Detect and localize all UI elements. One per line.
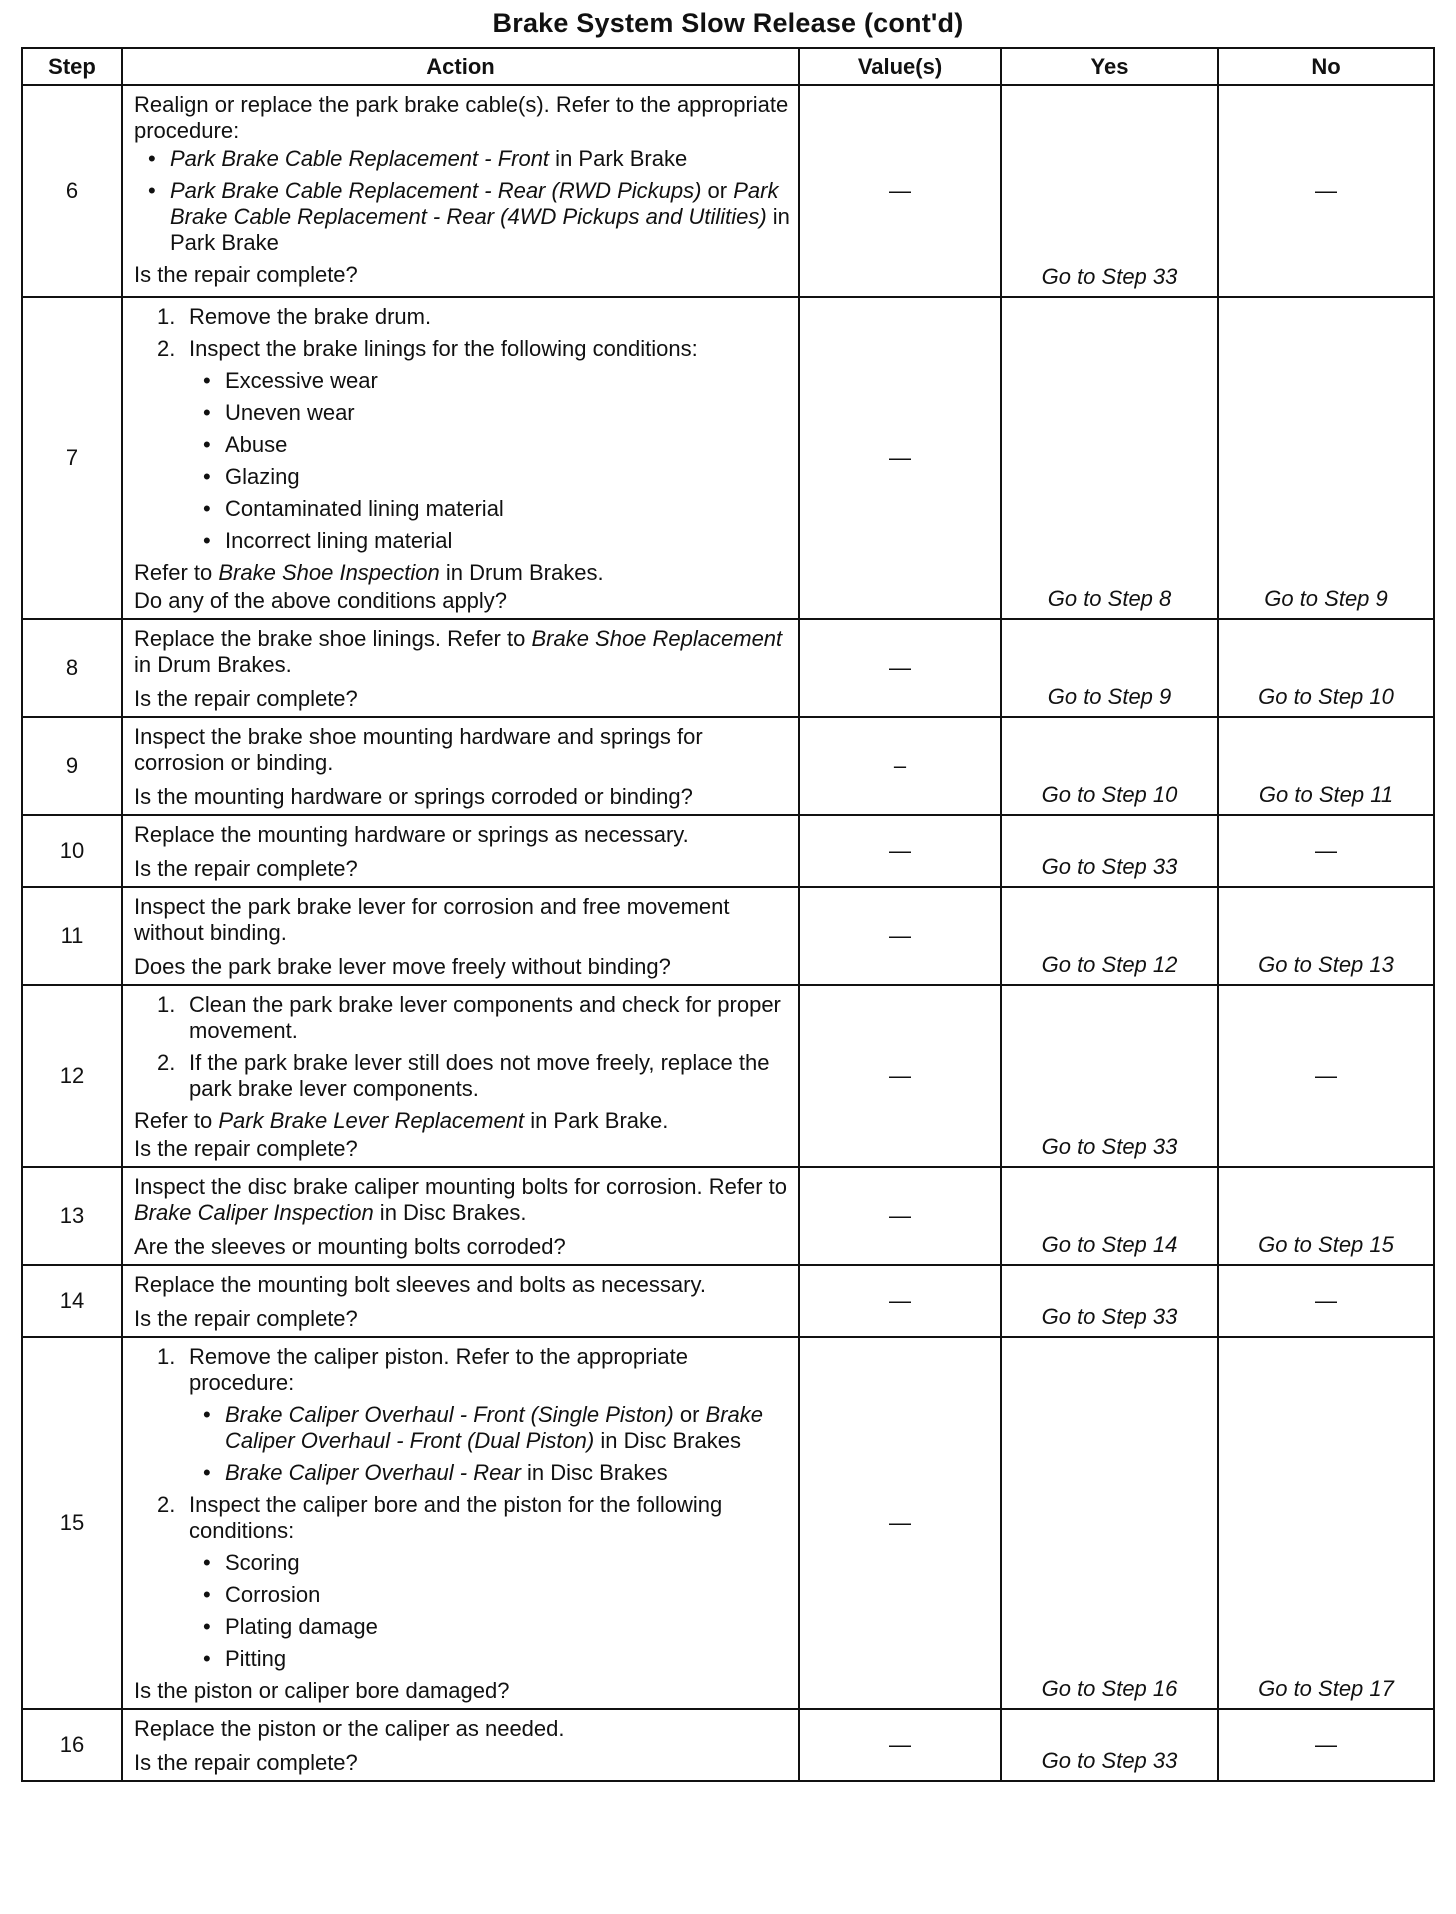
reference-prefix: Refer to	[134, 1108, 219, 1133]
header-no: No	[1218, 48, 1434, 85]
table-row-step-7	[22, 297, 1434, 619]
yes-cell: Go to Step 33	[1001, 1709, 1218, 1781]
list-item	[157, 336, 790, 554]
action-prefix: Replace the brake shoe linings. Refer to	[134, 626, 532, 651]
table-row-step-15	[22, 1337, 1434, 1709]
value-cell: —	[799, 815, 1001, 887]
list-item: • Abuse	[225, 432, 790, 458]
step-number: 15	[22, 1337, 122, 1709]
header-values: Value(s)	[799, 48, 1001, 85]
step-number: 11	[22, 887, 122, 985]
reference-prefix: Refer to	[134, 560, 219, 585]
action-cell	[122, 887, 799, 985]
list-number: 1.	[157, 1344, 176, 1369]
question: Is the piston or caliper bore damaged?	[134, 1678, 510, 1703]
action-text: Inspect the brake linings for the following conditions:	[189, 336, 698, 361]
procedure-link: Park Brake Cable Replacement - Rear (4WD Pickups and Utilities)	[170, 178, 779, 229]
procedure-location: in Drum Brakes.	[439, 560, 604, 585]
action-cell	[122, 1167, 799, 1265]
yes-cell: Go to Step 33	[1001, 815, 1218, 887]
yes-cell: Go to Step 33	[1001, 85, 1218, 297]
list-item: • Scoring	[225, 1550, 790, 1576]
step-number: 6	[22, 85, 122, 297]
table-row-step-8	[22, 619, 1434, 717]
header-yes: Yes	[1001, 48, 1218, 85]
no-cell: —	[1218, 85, 1434, 297]
question: Do any of the above conditions apply?	[134, 588, 508, 613]
procedure-link: Brake Shoe Replacement	[531, 626, 783, 651]
procedure-link: Brake Shoe Inspection	[218, 560, 440, 585]
value-cell: —	[799, 297, 1001, 619]
action-cell	[122, 985, 799, 1167]
procedure-location: in Park Brake	[549, 146, 688, 171]
procedure-link: Brake Caliper Overhaul - Rear	[225, 1460, 521, 1485]
action-cell	[122, 1337, 799, 1709]
value-cell: —	[799, 85, 1001, 297]
no-cell: Go to Step 17	[1218, 1337, 1434, 1709]
list-item	[157, 304, 790, 330]
numbered-steps	[134, 992, 790, 1102]
step-number: 12	[22, 985, 122, 1167]
table-row-step-16	[22, 1709, 1434, 1781]
yes-cell: Go to Step 10	[1001, 717, 1218, 815]
no-cell: Go to Step 9	[1218, 297, 1434, 619]
action-text: Inspect the caliper bore and the piston for the following conditions:	[189, 1492, 723, 1543]
value-cell: —	[799, 1265, 1001, 1337]
header-step: Step	[22, 48, 122, 85]
table-row-step-6	[22, 85, 1434, 297]
procedure-link: Brake Caliper Inspection	[134, 1200, 374, 1225]
yes-cell: Go to Step 33	[1001, 985, 1218, 1167]
step-number: 13	[22, 1167, 122, 1265]
diagnostic-table	[21, 47, 1435, 1782]
yes-cell: Go to Step 8	[1001, 297, 1218, 619]
list-item	[157, 992, 790, 1044]
list-item: • Plating damage	[225, 1614, 790, 1640]
value-cell: –	[799, 717, 1001, 815]
step-number: 14	[22, 1265, 122, 1337]
action-text: Inspect the brake shoe mounting hardware and springs for corrosion or binding.	[134, 724, 703, 775]
yes-cell: Go to Step 14	[1001, 1167, 1218, 1265]
action-text: Inspect the park brake lever for corrosion and free movement without binding.	[134, 894, 730, 945]
procedure-list	[189, 1402, 790, 1486]
question: Is the repair complete?	[134, 856, 358, 881]
action-cell	[122, 717, 799, 815]
numbered-steps	[134, 1344, 790, 1672]
yes-cell: Go to Step 16	[1001, 1337, 1218, 1709]
question: Are the sleeves or mounting bolts corroded?	[134, 1234, 566, 1259]
no-cell: —	[1218, 1265, 1434, 1337]
question: Is the mounting hardware or springs corroded or binding?	[134, 784, 693, 809]
table-row-step-14	[22, 1265, 1434, 1337]
list-item	[225, 1460, 790, 1486]
question: Is the repair complete?	[134, 262, 358, 287]
procedure-location: in Disc Brakes.	[373, 1200, 527, 1225]
value-cell: —	[799, 1167, 1001, 1265]
condition-list	[189, 1550, 790, 1672]
procedure-location: in Drum Brakes.	[134, 652, 292, 677]
table-row-step-13	[22, 1167, 1434, 1265]
yes-cell: Go to Step 12	[1001, 887, 1218, 985]
list-item: • Contaminated lining material	[225, 496, 790, 522]
condition-list	[189, 368, 790, 554]
procedure-list	[134, 146, 790, 256]
action-text	[134, 626, 790, 678]
list-item	[170, 178, 790, 256]
no-cell: Go to Step 11	[1218, 717, 1434, 815]
action-cell	[122, 815, 799, 887]
table-row-step-10	[22, 815, 1434, 887]
table-row-step-9	[22, 717, 1434, 815]
list-number: 2.	[157, 336, 176, 361]
question: Is the repair complete?	[134, 1750, 358, 1775]
value-cell: —	[799, 619, 1001, 717]
procedure-link: Park Brake Cable Replacement - Rear (RWD Pickups)	[170, 178, 702, 203]
value-cell: —	[799, 1337, 1001, 1709]
action-cell	[122, 619, 799, 717]
procedure-location: in Disc Brakes	[520, 1460, 668, 1485]
yes-cell: Go to Step 33	[1001, 1265, 1218, 1337]
list-item	[170, 146, 790, 172]
procedure-location: in Park Brake	[170, 204, 790, 255]
question: Is the repair complete?	[134, 1136, 358, 1161]
procedure-location: in Park Brake.	[524, 1108, 669, 1133]
list-item: • Uneven wear	[225, 400, 790, 426]
list-number: 1.	[157, 992, 176, 1017]
list-item: • Excessive wear	[225, 368, 790, 394]
action-text: Realign or replace the park brake cable(s). Refer to the appropriate procedure:	[134, 92, 789, 143]
question: Is the repair complete?	[134, 1306, 358, 1331]
list-item: • Pitting	[225, 1646, 790, 1672]
list-number: 2.	[157, 1050, 176, 1075]
procedure-link: Brake Caliper Overhaul - Front (Dual Piston)	[225, 1402, 764, 1453]
no-cell: Go to Step 13	[1218, 887, 1434, 985]
list-item	[157, 1050, 790, 1102]
no-cell: —	[1218, 985, 1434, 1167]
procedure-link: Park Brake Cable Replacement - Front	[170, 146, 550, 171]
value-cell: —	[799, 887, 1001, 985]
question: Does the park brake lever move freely without binding?	[134, 954, 671, 979]
value-cell: —	[799, 1709, 1001, 1781]
step-number: 16	[22, 1709, 122, 1781]
table-row-step-12	[22, 985, 1434, 1167]
procedure-location: in Disc Brakes	[594, 1428, 741, 1453]
action-text: Replace the mounting bolt sleeves and bolts as necessary.	[134, 1272, 706, 1297]
action-text: Replace the mounting hardware or springs as necessary.	[134, 822, 689, 847]
question: Is the repair complete?	[134, 686, 358, 711]
procedure-link: Brake Caliper Overhaul - Front (Single Piston)	[225, 1402, 674, 1427]
list-number: 2.	[157, 1492, 176, 1517]
action-cell	[122, 85, 799, 297]
list-number: 1.	[157, 304, 176, 329]
list-item	[225, 1402, 790, 1454]
list-item	[157, 1344, 790, 1486]
conjunction: or	[673, 1402, 706, 1427]
value-cell: —	[799, 985, 1001, 1167]
numbered-steps	[134, 304, 790, 554]
no-cell: —	[1218, 815, 1434, 887]
table-header-row	[22, 48, 1434, 85]
action-cell	[122, 297, 799, 619]
reference-text	[134, 1108, 790, 1134]
list-item	[157, 1492, 790, 1672]
no-cell: Go to Step 10	[1218, 619, 1434, 717]
no-cell: —	[1218, 1709, 1434, 1781]
action-text: Remove the brake drum.	[189, 304, 432, 329]
reference-text	[134, 560, 790, 586]
list-item: • Incorrect lining material	[225, 528, 790, 554]
list-item: • Glazing	[225, 464, 790, 490]
no-cell: Go to Step 15	[1218, 1167, 1434, 1265]
action-text: Remove the caliper piston. Refer to the appropriate procedure:	[189, 1344, 688, 1395]
action-cell	[122, 1265, 799, 1337]
page-title: Brake System Slow Release (cont'd)	[492, 8, 964, 38]
step-number: 10	[22, 815, 122, 887]
header-action: Action	[122, 48, 799, 85]
conjunction: or	[701, 178, 734, 203]
action-text: Replace the piston or the caliper as needed.	[134, 1716, 565, 1741]
step-number: 7	[22, 297, 122, 619]
yes-cell: Go to Step 9	[1001, 619, 1218, 717]
step-number: 8	[22, 619, 122, 717]
procedure-link: Park Brake Lever Replacement	[218, 1108, 525, 1133]
action-text: If the park brake lever still does not move freely, replace the park brake lever components.	[189, 1050, 770, 1101]
action-prefix: Inspect the disc brake caliper mounting bolts for corrosion. Refer to	[134, 1174, 787, 1199]
action-text	[134, 1174, 790, 1226]
list-item: • Corrosion	[225, 1582, 790, 1608]
step-number: 9	[22, 717, 122, 815]
table-row-step-11	[22, 887, 1434, 985]
action-cell	[122, 1709, 799, 1781]
action-text: Clean the park brake lever components and check for proper movement.	[189, 992, 781, 1043]
